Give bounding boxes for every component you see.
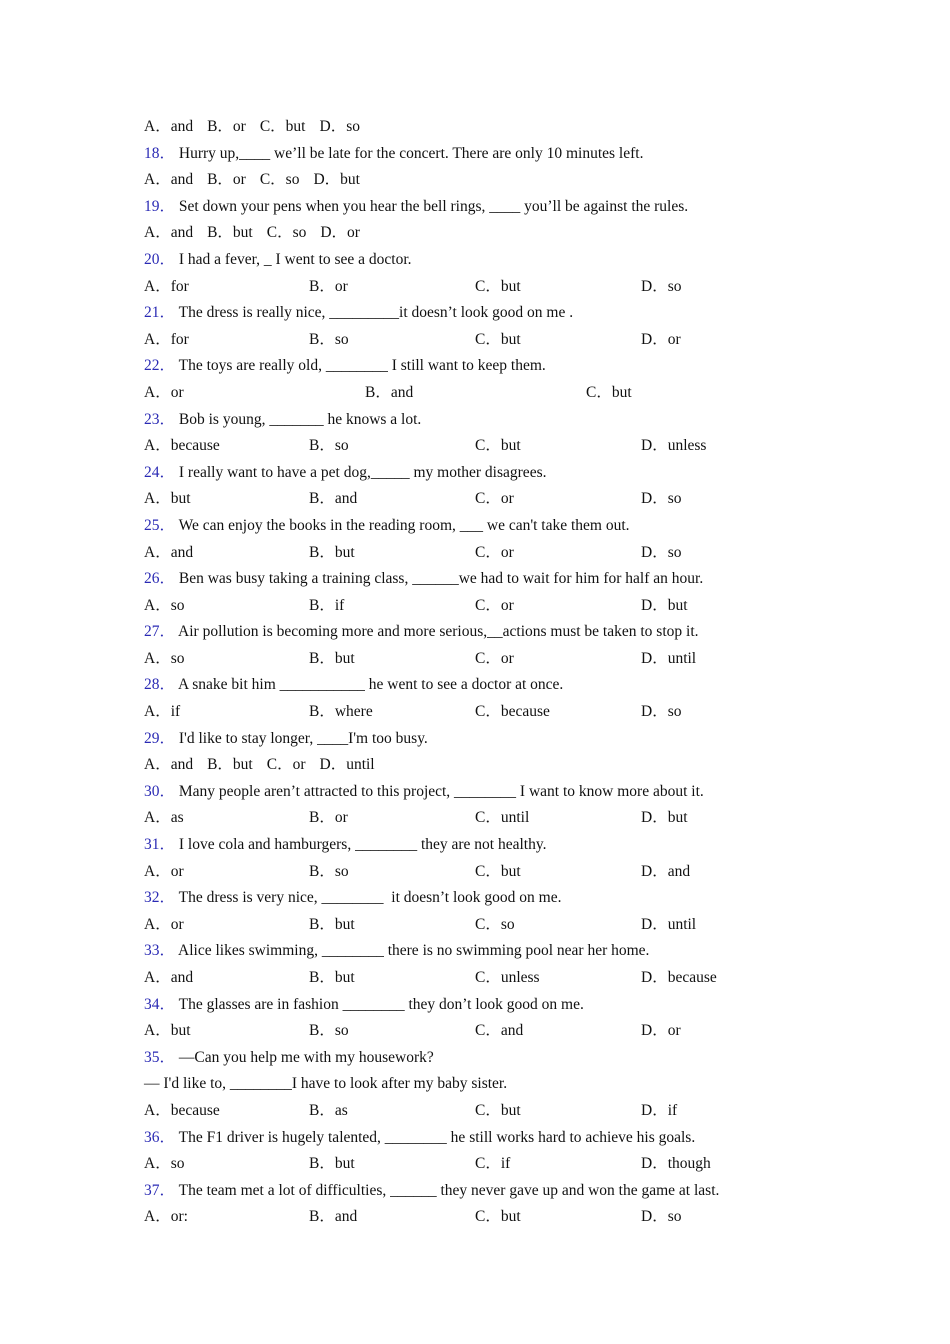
answer-option[interactable]: B．if (309, 596, 345, 614)
answer-option[interactable]: A．and (144, 224, 194, 242)
question-number: 22． (144, 357, 176, 375)
answer-option[interactable]: C．but (475, 862, 521, 880)
answer-option[interactable]: B．but (207, 756, 253, 774)
question-text: Ben was busy taking a training class, ______we had to wait for him for half an hour. (178, 570, 704, 588)
answer-option[interactable]: D．though (641, 1155, 711, 1173)
answer-option[interactable]: D．so (641, 543, 682, 561)
question-number: 18． (144, 144, 176, 162)
question-line (144, 513, 794, 540)
answer-option[interactable]: A．or (144, 862, 184, 880)
answer-option[interactable]: D．unless (641, 437, 707, 455)
answer-option[interactable]: B．or (207, 118, 246, 135)
dialogue-line: — I'd like to, ________I have to look after my baby sister. (144, 1075, 508, 1093)
question-number: 32． (144, 889, 176, 907)
answer-option[interactable]: B．as (309, 1101, 348, 1119)
answer-option[interactable]: A．and (144, 118, 194, 135)
worksheet (144, 114, 794, 1231)
question-line (144, 407, 794, 434)
answer-option[interactable]: D．so (641, 1208, 682, 1226)
answer-option[interactable]: C．but (259, 118, 306, 135)
question-text: Alice likes swimming, ________ there is no swimming pool near her home. (178, 942, 650, 960)
answer-option[interactable]: A．but (144, 1022, 191, 1040)
answer-option[interactable]: D．until (641, 915, 697, 933)
answer-option[interactable]: C．or (475, 596, 514, 614)
answer-option[interactable]: A．so (144, 596, 185, 614)
answer-option[interactable]: D．because (641, 969, 717, 986)
answer-option[interactable]: A．as (144, 809, 184, 827)
options-row (144, 433, 794, 460)
answer-option[interactable]: A．for (144, 330, 189, 348)
answer-option[interactable]: A．so (144, 649, 185, 667)
answer-option[interactable]: D．so (641, 490, 682, 508)
question-number: 29． (144, 729, 176, 747)
answer-option[interactable]: A．but (144, 490, 191, 508)
question-text: I really want to have a pet dog,_____ my mother disagrees. (178, 463, 547, 481)
answer-option[interactable]: B．but (309, 649, 355, 667)
answer-option[interactable]: B．so (309, 862, 349, 880)
question-line (144, 619, 794, 646)
question-line (144, 885, 794, 912)
options-row (144, 327, 794, 354)
question-line (144, 300, 794, 327)
question-text: The dress is really nice, _________it doesn’t look good on me . (178, 304, 574, 322)
answer-option[interactable]: D．but (641, 596, 688, 614)
answer-option[interactable]: D．until (319, 756, 375, 774)
answer-option[interactable]: C．or (475, 543, 514, 561)
answer-option[interactable]: C．so (259, 171, 300, 189)
answer-option[interactable]: A．or (144, 383, 184, 401)
answer-option[interactable]: C．so (475, 915, 515, 933)
answer-option[interactable]: D．and (641, 862, 691, 880)
question-line (144, 460, 794, 487)
question-line (144, 247, 794, 274)
answer-option[interactable]: C．or (475, 490, 514, 508)
question-line (144, 194, 794, 221)
question-text: Bob is young, _______ he knows a lot. (178, 410, 422, 428)
answer-option[interactable]: C．unless (475, 969, 540, 986)
answer-option[interactable]: B．but (309, 543, 355, 561)
answer-option[interactable]: A．for (144, 277, 189, 295)
question-number: 30． (144, 782, 176, 800)
question-line (144, 141, 794, 168)
answer-option[interactable]: B．but (309, 1155, 355, 1173)
answer-option[interactable]: B．but (207, 224, 253, 242)
options-row (144, 380, 794, 407)
answer-option[interactable]: C．but (475, 330, 521, 348)
answer-option[interactable]: D．so (319, 118, 360, 135)
answer-option[interactable]: A．and (144, 543, 194, 561)
answer-option[interactable]: B．but (309, 915, 355, 933)
question-number: 37． (144, 1181, 176, 1199)
question-line (144, 992, 794, 1019)
answer-option[interactable]: D．but (313, 171, 360, 189)
options-row (144, 274, 794, 301)
answer-option[interactable]: B．or (309, 277, 348, 295)
question-number: 35． (144, 1048, 176, 1066)
answer-option[interactable]: C．but (475, 1101, 521, 1119)
answer-option[interactable]: C．but (586, 383, 632, 401)
question-number: 23． (144, 410, 176, 428)
options-row (144, 114, 794, 141)
answer-option[interactable]: C．because (475, 703, 550, 721)
answer-option[interactable]: D．if (641, 1101, 678, 1119)
question-number: 34． (144, 995, 176, 1013)
options-row (144, 805, 794, 832)
question-line (144, 779, 794, 806)
question-text: A snake bit him ___________ he went to see a doctor at once. (178, 676, 564, 694)
answer-option[interactable]: D．but (641, 809, 688, 827)
answer-option[interactable]: B．but (309, 969, 355, 986)
question-text: Hurry up,____ we’ll be late for the concert. There are only 10 minutes left. (178, 144, 644, 162)
question-line (144, 1125, 794, 1152)
options-row (144, 1151, 794, 1178)
question-text: —Can you help me with my housework? (178, 1048, 434, 1066)
question-line (144, 1178, 794, 1205)
answer-option[interactable]: D．or (641, 330, 681, 348)
answer-option[interactable]: D．or (641, 1022, 681, 1040)
question-number: 25． (144, 516, 176, 534)
question-line (144, 832, 794, 859)
options-row (144, 646, 794, 673)
options-row (144, 593, 794, 620)
answer-option[interactable]: B．and (365, 383, 414, 401)
question-text: I had a fever, _ I went to see a doctor. (178, 250, 412, 268)
question-text: We can enjoy the books in the reading room, ___ we can't take them out. (178, 516, 630, 534)
options-row (144, 167, 794, 194)
options-row (144, 220, 794, 247)
question-number: 33． (144, 942, 176, 960)
answer-option[interactable]: D．so (641, 703, 682, 721)
answer-option[interactable]: C．if (475, 1155, 511, 1173)
question-number: 27． (144, 623, 176, 641)
question-text: The team met a lot of difficulties, ______ they never gave up and won the game at last. (178, 1181, 720, 1199)
question-number: 20． (144, 250, 176, 268)
answer-option[interactable]: B．so (309, 330, 349, 348)
question-number: 24． (144, 463, 176, 481)
answer-option[interactable]: A．if (144, 703, 181, 721)
answer-option[interactable]: A．or: (144, 1208, 188, 1226)
answer-option[interactable]: B．or (309, 809, 348, 827)
answer-option[interactable]: C．but (475, 277, 521, 295)
options-row (144, 1018, 794, 1045)
options-row (144, 1098, 794, 1125)
question-text: Air pollution is becoming more and more serious,__actions must be taken to stop it. (178, 623, 699, 641)
answer-option[interactable]: C．but (475, 1208, 521, 1226)
answer-option[interactable]: A．and (144, 171, 194, 189)
options-row (144, 1204, 794, 1231)
answer-option[interactable]: A．or (144, 915, 184, 933)
question-number: 19． (144, 197, 176, 215)
answer-option[interactable]: A．so (144, 1155, 185, 1173)
options-row (144, 699, 794, 726)
question-text: I love cola and hamburgers, ________ they are not healthy. (178, 836, 547, 854)
answer-option[interactable]: C．but (475, 437, 521, 455)
answer-option[interactable]: C．or (475, 649, 514, 667)
options-row (144, 859, 794, 886)
answer-option[interactable]: C．or (266, 756, 306, 774)
answer-option[interactable]: A．and (144, 756, 194, 774)
question-line (144, 726, 794, 753)
options-row (144, 912, 794, 939)
question-line (144, 672, 794, 699)
question-text: The toys are really old, ________ I still want to keep them. (178, 357, 546, 375)
answer-option[interactable]: B．and (309, 1208, 358, 1226)
question-number: 26． (144, 570, 176, 588)
question-text: Many people aren’t attracted to this project, ________ I want to know more about it. (178, 782, 704, 800)
options-row (144, 752, 794, 779)
answer-option[interactable]: D．until (641, 649, 697, 667)
answer-option[interactable]: A．and (144, 969, 194, 986)
question-number: 31． (144, 836, 176, 854)
answer-option[interactable]: A．because (144, 437, 220, 455)
question-line (144, 938, 794, 965)
question-number: 28． (144, 676, 176, 694)
question-line (144, 566, 794, 593)
answer-option[interactable]: C．so (266, 224, 307, 242)
question-number: 21． (144, 304, 176, 322)
answer-option[interactable]: D．or (320, 224, 360, 242)
answer-option[interactable]: A．because (144, 1101, 220, 1119)
question-line (144, 353, 794, 380)
question-text: I'd like to stay longer, ____I'm too busy. (178, 729, 428, 747)
question-line (144, 1045, 794, 1072)
answer-option[interactable]: B．so (309, 437, 349, 455)
answer-option[interactable]: C．and (475, 1022, 524, 1040)
question-text: The dress is very nice, ________ it doesn’t look good on me. (178, 889, 562, 907)
options-row (144, 486, 794, 513)
answer-option[interactable]: B．where (309, 703, 373, 721)
question-number: 36． (144, 1128, 176, 1146)
options-row (144, 965, 794, 992)
question-text: The F1 driver is hugely talented, ________ he still works hard to achieve his goals. (178, 1128, 696, 1146)
answer-option[interactable]: D．so (641, 277, 682, 295)
question-text: Set down your pens when you hear the bell rings, ____ you’ll be against the rules. (178, 197, 689, 215)
answer-option[interactable]: C．until (475, 809, 530, 827)
question-text: The glasses are in fashion ________ they don’t look good on me. (178, 995, 584, 1013)
answer-option[interactable]: B．so (309, 1022, 349, 1040)
answer-option[interactable]: B．and (309, 490, 358, 508)
answer-option[interactable]: B．or (207, 171, 246, 189)
options-row (144, 540, 794, 567)
